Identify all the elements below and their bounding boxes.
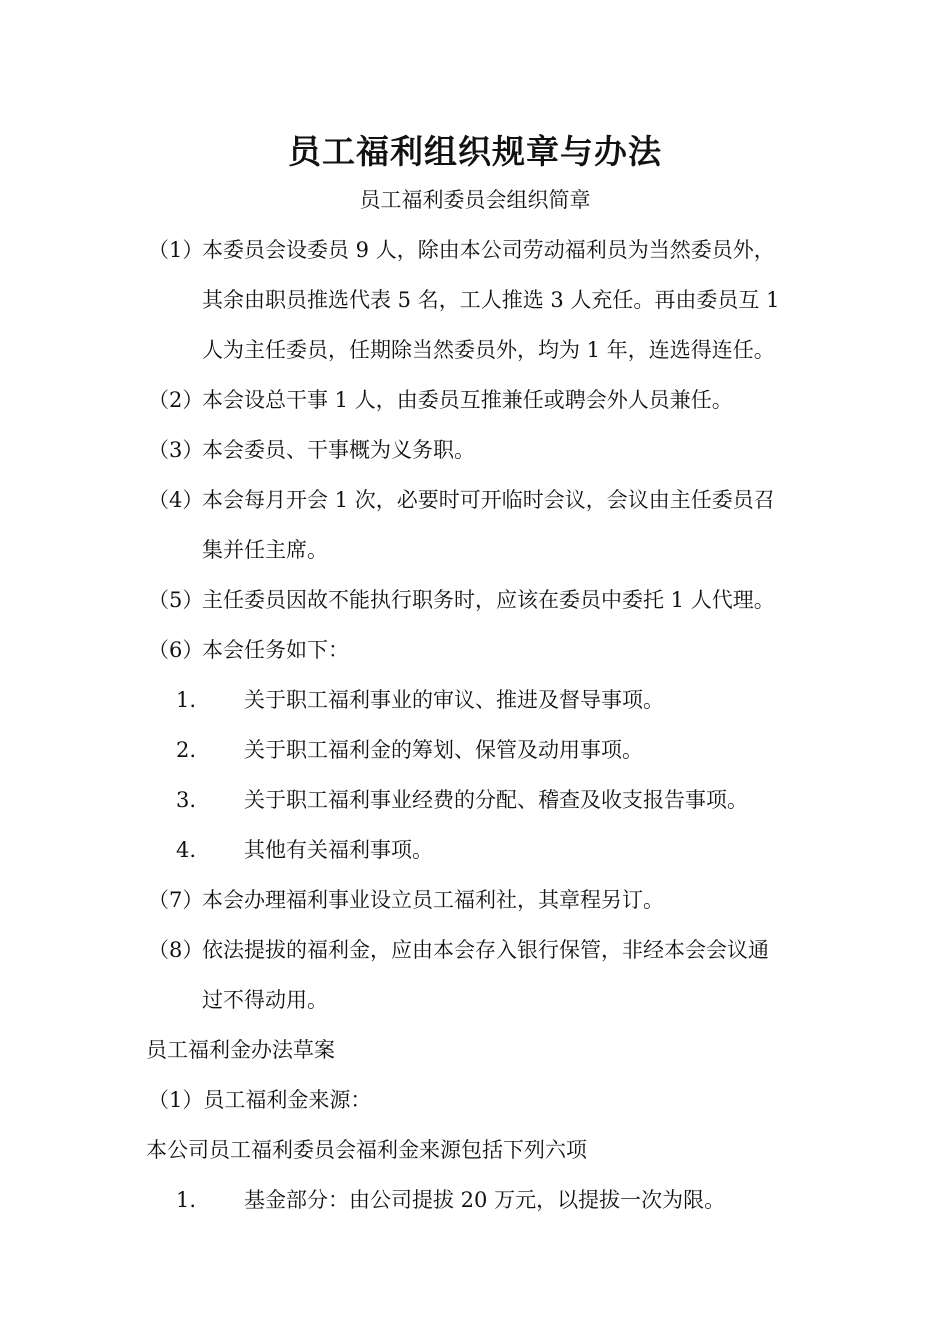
item-number: （1） (148, 238, 204, 262)
task-number: 2. (176, 738, 197, 762)
document-title: 员工福利组织规章与办法 (288, 132, 662, 171)
task-text: 关于职工福利事业经费的分配、稽查及收支报告事项。 (244, 788, 748, 812)
task-number: 4. (176, 838, 197, 862)
task-text: 其他有关福利事项。 (244, 838, 433, 862)
item-number: （5） (148, 588, 204, 612)
item-number: （4） (148, 488, 204, 512)
item-text: 依法提拔的福利金，应由本会存入银行保管，非经本会会议通 (202, 938, 769, 962)
item-text: 本会设总干事 1 人，由委员互推兼任或聘会外人员兼任。 (202, 388, 733, 412)
section-subtitle: 员工福利委员会组织简章 (359, 188, 591, 212)
item-text: 集并任主席。 (202, 538, 328, 562)
task-number: 1. (176, 688, 197, 712)
item-number: （6） (148, 638, 204, 662)
item-text: 其余由职员推选代表 5 名，工人推选 3 人充任。再由委员互 1 (202, 288, 780, 312)
source-text: 基金部分：由公司提拔 20 万元，以提拔一次为限。 (244, 1188, 726, 1212)
source-number: 1. (176, 1188, 197, 1212)
task-text: 关于职工福利事业的审议、推进及督导事项。 (244, 688, 664, 712)
item-number: （8） (148, 938, 204, 962)
item-text: 过不得动用。 (202, 988, 328, 1012)
section-title: 员工福利金办法草案 (146, 1038, 335, 1062)
task-text: 关于职工福利金的筹划、保管及动用事项。 (244, 738, 643, 762)
item-text: 本会办理福利事业设立员工福利社，其章程另订。 (202, 888, 664, 912)
section-item-text: （1）员工福利金来源： (148, 1088, 372, 1112)
item-text: 本会每月开会 1 次，必要时可开临时会议，会议由主任委员召 (202, 488, 775, 512)
item-text: 人为主任委员，任期除当然委员外，均为 1 年，连选得连任。 (202, 338, 775, 362)
item-number: （3） (148, 438, 204, 462)
item-number: （7） (148, 888, 204, 912)
item-text: 本委员会设委员 9 人，除由本公司劳动福利员为当然委员外， (202, 238, 775, 262)
item-text: 本会任务如下： (202, 638, 349, 662)
section-intro-text: 本公司员工福利委员会福利金来源包括下列六项 (146, 1138, 587, 1162)
item-text: 本会委员、干事概为义务职。 (202, 438, 475, 462)
task-number: 3. (176, 788, 197, 812)
item-number: （2） (148, 388, 204, 412)
item-text: 主任委员因故不能执行职务时，应该在委员中委托 1 人代理。 (202, 588, 775, 612)
